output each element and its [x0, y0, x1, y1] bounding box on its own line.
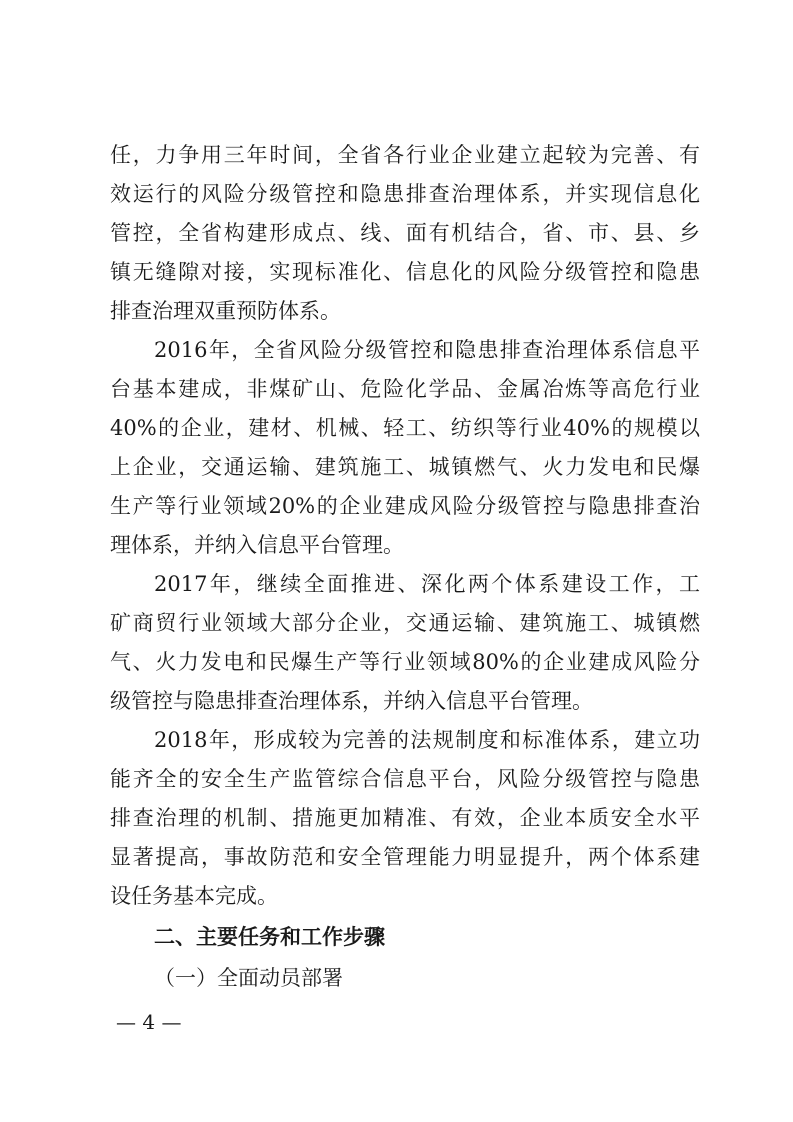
- paragraph-line: 效运行的风险分级管控和隐患排查治理体系，并实现信息化: [110, 182, 700, 206]
- paragraph-line: 设任务基本完成。: [110, 884, 278, 908]
- paragraph-line: 理体系，并纳入信息平台管理。: [110, 533, 404, 557]
- paragraph-line: 生产等行业领域20%的企业建成风险分级管控与隐患排查治: [110, 494, 700, 518]
- paragraph-line: 上企业，交通运输、建筑施工、城镇燃气、火力发电和民爆: [110, 455, 700, 479]
- paragraph-line: 2016年，全省风险分级管控和隐患排查治理体系信息平: [154, 338, 700, 362]
- paragraph-line: 矿商贸行业领域大部分企业，交通运输、建筑施工、城镇燃: [110, 611, 700, 635]
- paragraph-line: 能齐全的安全生产监管综合信息平台，风险分级管控与隐患: [110, 767, 700, 791]
- paragraph-line: 管控，全省构建形成点、线、面有机结合，省、市、县、乡: [110, 221, 700, 245]
- paragraph-line: 排查治理的机制、措施更加精准、有效，企业本质安全水平: [110, 806, 700, 830]
- paragraph-line: 气、火力发电和民爆生产等行业领域80%的企业建成风险分: [110, 650, 700, 674]
- paragraph-line: 镇无缝隙对接，实现标准化、信息化的风险分级管控和隐患: [110, 260, 700, 284]
- subsection-heading: （一）全面动员部署: [154, 966, 343, 990]
- paragraph-line: 显著提高，事故防范和安全管理能力明显提升，两个体系建: [110, 845, 700, 869]
- page-number: — 4 —: [116, 1010, 182, 1034]
- paragraph-line: 任，力争用三年时间，全省各行业企业建立起较为完善、有: [110, 143, 700, 167]
- paragraph-line: 2017年，继续全面推进、深化两个体系建设工作，工: [154, 572, 700, 596]
- paragraph-line: 台基本建成，非煤矿山、危险化学品、金属冶炼等高危行业: [110, 377, 700, 401]
- paragraph-line: 40%的企业，建材、机械、轻工、纺织等行业40%的规模以: [110, 416, 700, 440]
- paragraph-line: 级管控与隐患排查治理体系，并纳入信息平台管理。: [110, 689, 593, 713]
- paragraph-line: 2018年，形成较为完善的法规制度和标准体系，建立功: [154, 728, 700, 752]
- paragraph-line: 排查治理双重预防体系。: [110, 299, 341, 323]
- section-heading: 二、主要任务和工作步骤: [154, 925, 385, 949]
